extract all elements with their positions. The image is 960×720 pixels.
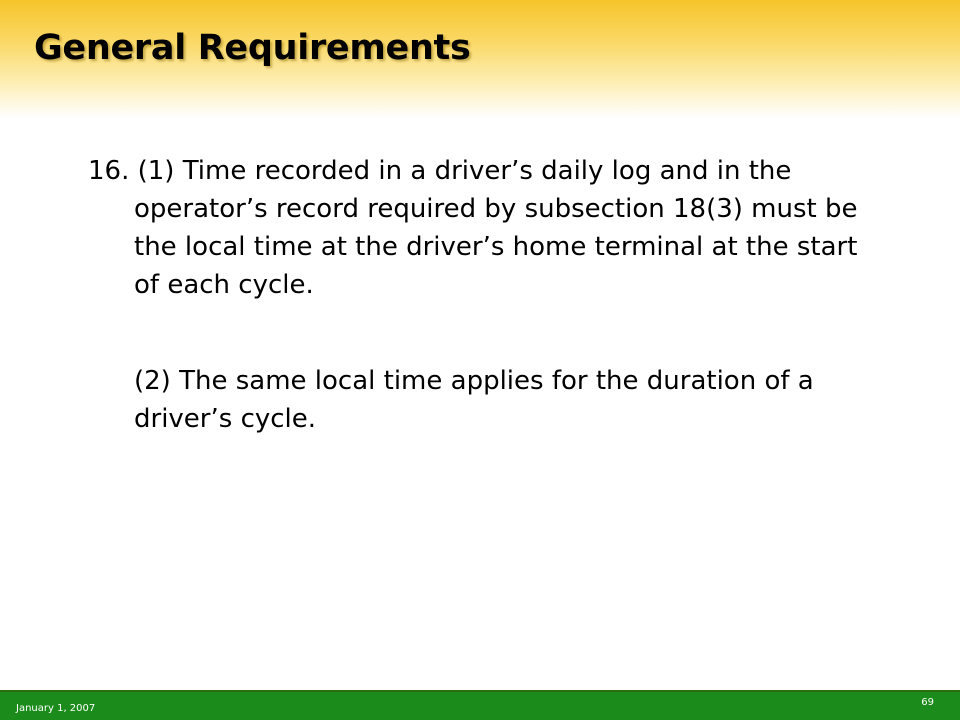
footer-bar (0, 690, 960, 720)
slide-body (88, 152, 868, 438)
footer-date: January 1, 2007 (16, 703, 96, 714)
paragraph-section-16-2: (2) The same local time applies for the duration of a driver’s cycle. (134, 366, 814, 434)
slide-title: General Requirements (34, 28, 471, 68)
page-number: 69 (921, 697, 934, 708)
paragraph-section-16-1: 16. (1) Time recorded in a driver’s daily log and in the operator’s record required by subsection 18(3) must be the local time at the driver’s home terminal at the start of each cycle. (88, 156, 858, 300)
